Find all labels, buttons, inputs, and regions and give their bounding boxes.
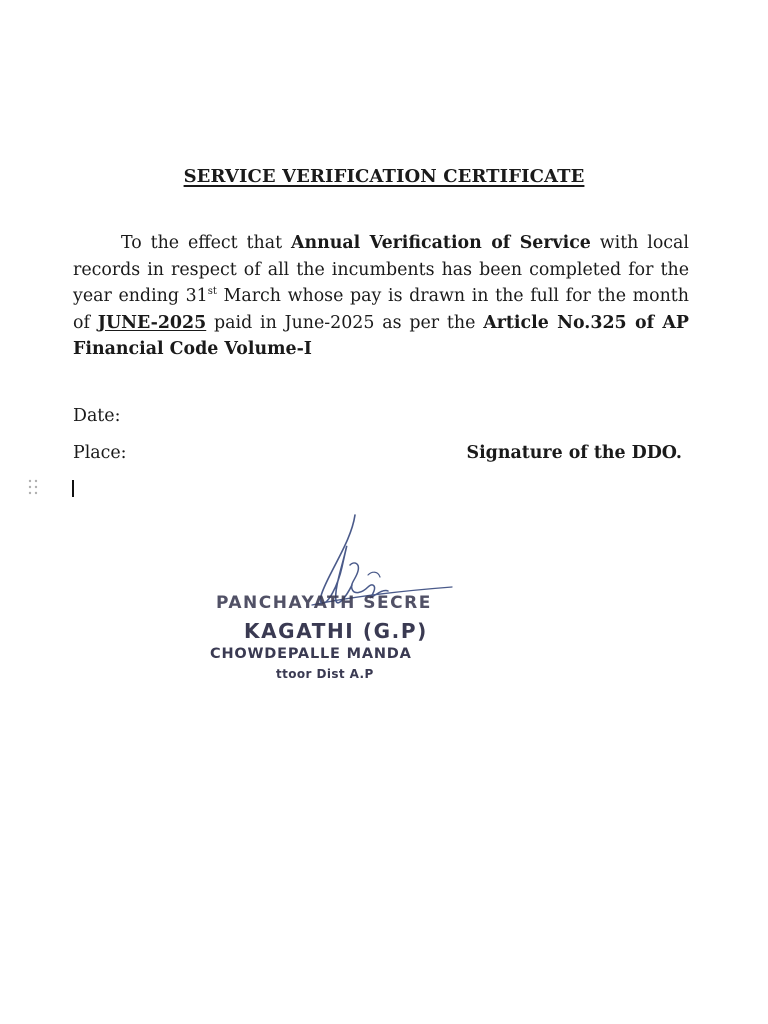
document-title-text: SERVICE VERIFICATION CERTIFICATE: [183, 166, 585, 187]
stamp-line-2: KAGATHI (G.P): [244, 619, 428, 643]
para-text-2: with local records in respect of all the incumbents has been completed for the year ending 31: [73, 233, 689, 306]
para-bold-annual-verification: Annual Verification of Service: [290, 233, 591, 253]
place-label: Place:: [73, 443, 127, 463]
certificate-paragraph: [73, 230, 689, 363]
para-bold-article: Article No.325 of AP Financial Code Volume-I: [73, 312, 689, 359]
drag-handle-icon[interactable]: [26, 478, 40, 496]
para-superscript: st: [207, 286, 217, 298]
stamp-line-3: CHOWDEPALLE MANDA: [210, 646, 412, 662]
para-text-1: To the effect that: [121, 233, 291, 253]
signature-label: Signature of the DDO.: [466, 443, 682, 463]
document-title: [0, 166, 768, 187]
text-cursor: [72, 480, 74, 497]
para-text-3: March whose pay is drawn in the full for the month of: [73, 286, 689, 333]
date-label: Date:: [73, 406, 121, 426]
stamp-line-1: PANCHAYATH SECRE: [216, 593, 432, 613]
para-text-4: paid in June-2025 as per the: [206, 312, 484, 333]
stamp-line-4: ttoor Dist A.P: [276, 667, 374, 681]
official-stamp: [200, 505, 490, 695]
para-bold-month: JUNE-2025: [97, 312, 207, 333]
